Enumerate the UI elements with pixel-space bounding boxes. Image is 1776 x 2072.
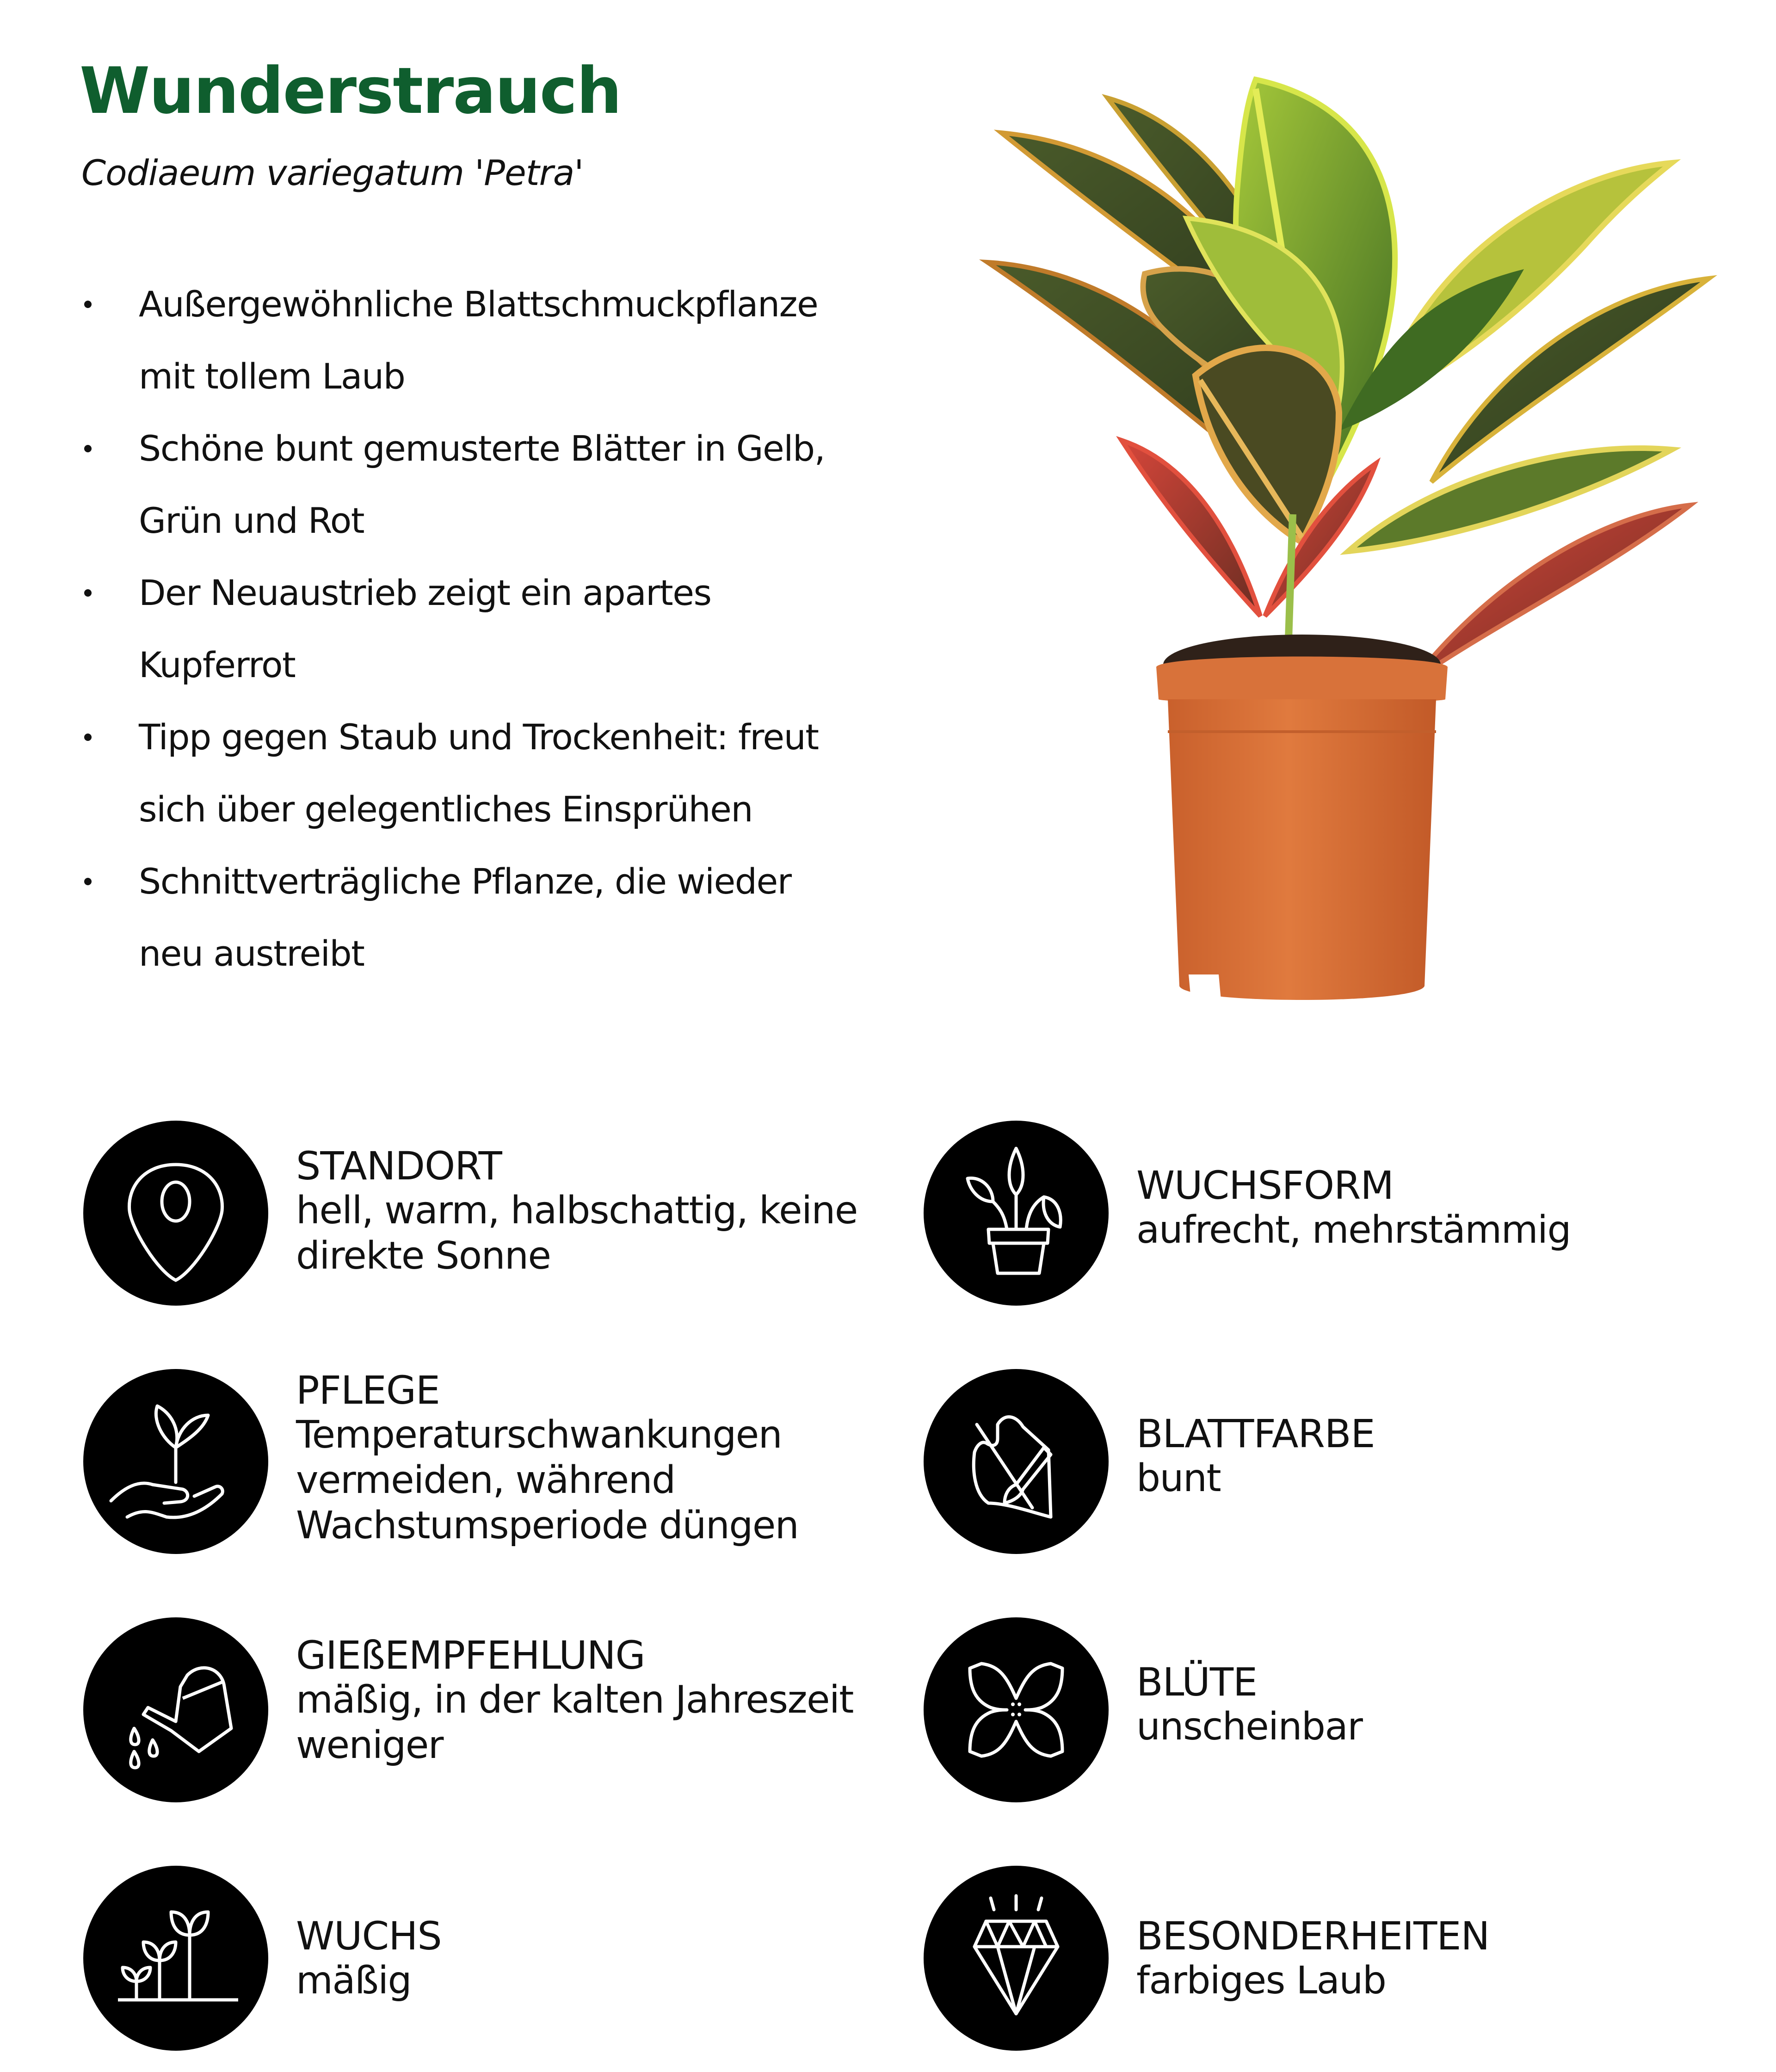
info-value: direkte Sonne — [296, 1234, 551, 1278]
feature-item: Der Neuaustrieb zeigt ein apartes — [0, 557, 879, 629]
info-label: BLATTFARBE — [1136, 1411, 1375, 1456]
feature-item-cont: Grün und Rot — [139, 500, 364, 541]
info-label: WUCHSFORM — [1136, 1163, 1394, 1208]
info-label: WUCHS — [296, 1913, 442, 1959]
potted-plant-icon — [924, 1121, 1109, 1306]
bullet-icon — [84, 734, 92, 741]
info-value: unscheinbar — [1136, 1705, 1363, 1749]
info-value: mäßig — [296, 1959, 412, 2003]
page-title: Wunderstrauch — [80, 54, 621, 128]
info-value: mäßig, in der kalten Jahreszeit — [296, 1678, 853, 1722]
product-image — [969, 52, 1718, 1028]
feature-item: Außergewöhnliche Blattschmuckpflanze — [0, 268, 879, 340]
info-value: weniger — [296, 1723, 443, 1767]
info-label: GIEßEMPFEHLUNG — [296, 1633, 645, 1678]
info-value: bunt — [1136, 1456, 1221, 1500]
feature-item-cont: neu austreibt — [139, 933, 364, 974]
feature-item: Tipp gegen Staub und Trockenheit: freut — [0, 701, 879, 773]
hand-seedling-icon — [83, 1369, 268, 1554]
feature-list — [0, 268, 879, 990]
bullet-icon — [84, 878, 92, 885]
info-label: BLÜTE — [1136, 1659, 1258, 1705]
feature-item-cont: sich über gelegentliches Einsprühen — [139, 789, 753, 830]
location-pin-icon — [83, 1121, 268, 1306]
feature-item: Schöne bunt gemusterte Blätter in Gelb, — [0, 413, 879, 485]
bullet-icon — [84, 589, 92, 597]
feature-item: Schnittverträgliche Pflanze, die wieder — [0, 845, 879, 918]
feature-item-cont: mit tollem Laub — [139, 356, 405, 397]
feature-item-cont: Kupferrot — [139, 644, 296, 685]
diamond-icon — [924, 1866, 1109, 2051]
info-value: vermeiden, während — [296, 1458, 675, 1502]
info-value: aufrecht, mehrstämmig — [1136, 1208, 1571, 1252]
botanical-name: Codiaeum variegatum 'Petra' — [81, 152, 584, 193]
bullet-icon — [84, 301, 92, 308]
growing-sprouts-icon — [83, 1866, 268, 2051]
flower-icon — [924, 1617, 1109, 1802]
info-label: BESONDERHEITEN — [1136, 1913, 1490, 1959]
info-value: hell, warm, halbschattig, keine — [296, 1189, 857, 1233]
watering-can-icon — [83, 1617, 268, 1802]
leaf-paintbrush-icon — [924, 1369, 1109, 1554]
info-value: Temperaturschwankungen — [296, 1413, 782, 1457]
info-label: STANDORT — [296, 1143, 502, 1189]
info-label: PFLEGE — [296, 1368, 440, 1413]
info-value: Wachstumsperiode düngen — [296, 1504, 799, 1548]
croton-plant-illustration — [969, 52, 1718, 1028]
bullet-icon — [84, 445, 92, 452]
info-value: farbiges Laub — [1136, 1959, 1386, 2003]
